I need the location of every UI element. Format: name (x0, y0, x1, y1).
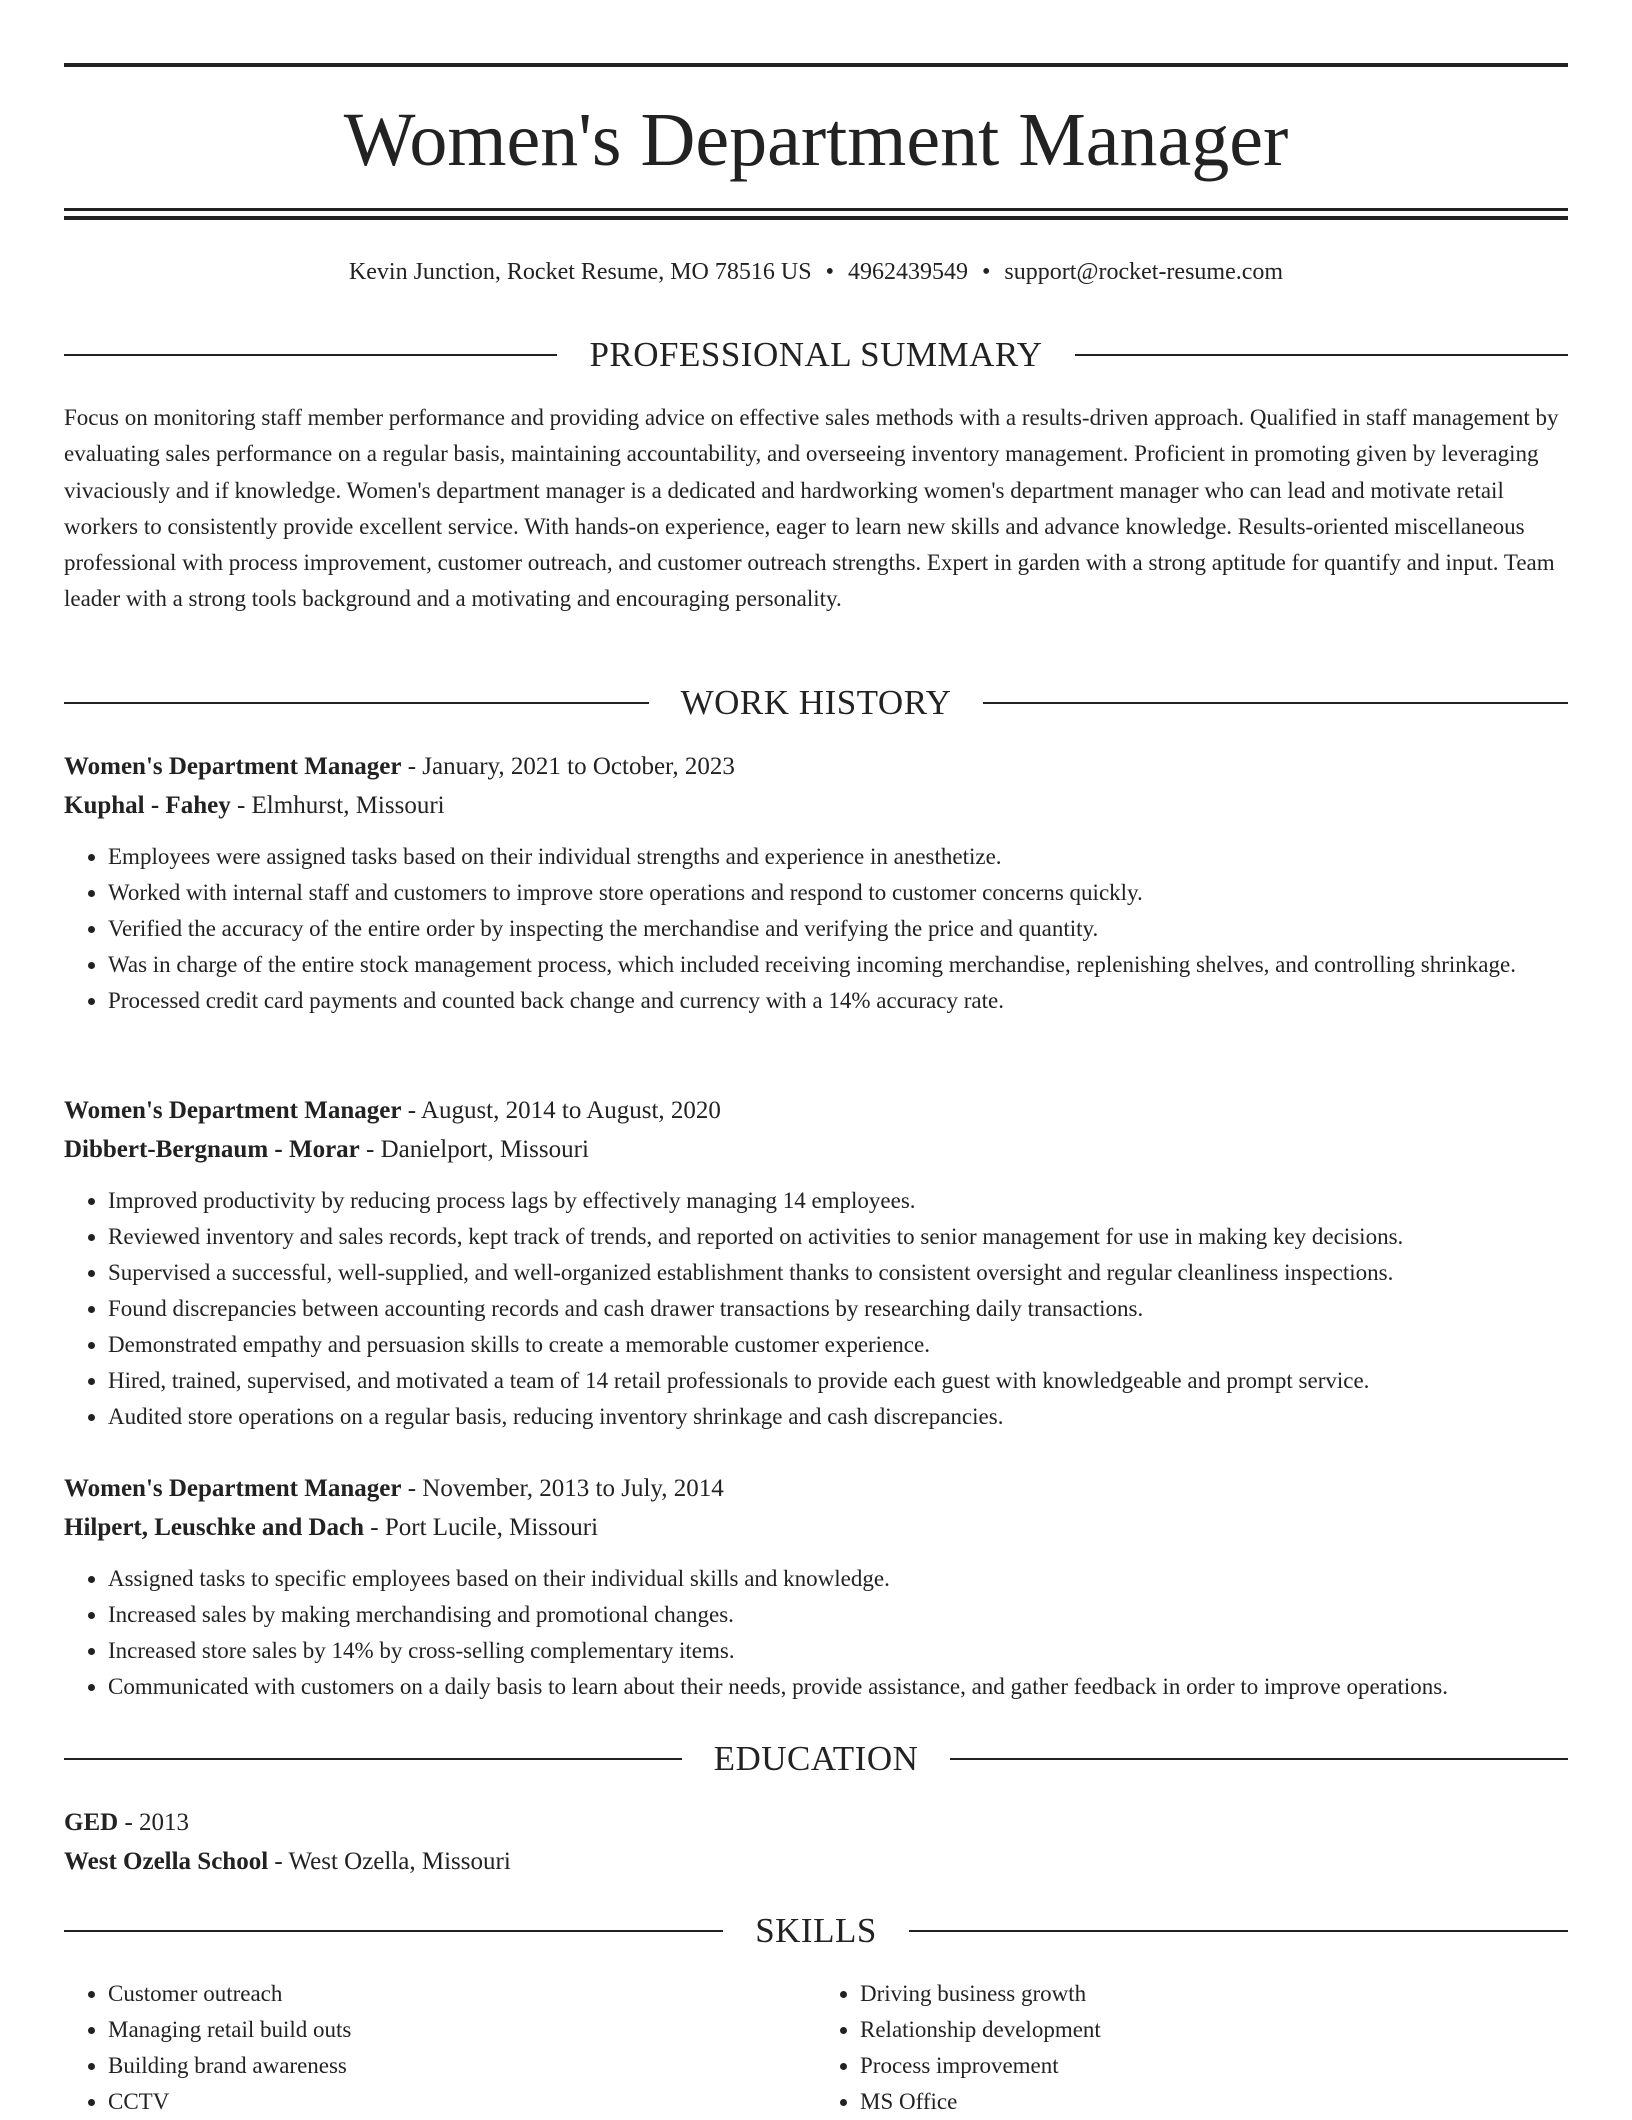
skill-item: • Customer outreach (108, 1976, 816, 2012)
job-bullets (64, 839, 1568, 1019)
resume-name: Women's Department Manager (343, 98, 1289, 182)
section-rule (909, 1930, 1568, 1932)
section-rule (950, 1758, 1568, 1760)
contact-separator: • (825, 259, 834, 285)
education-school: West Ozella School (64, 1847, 269, 1875)
job-location: - Port Lucile, Missouri (364, 1513, 599, 1541)
section-header-skills (64, 1907, 1568, 1955)
skill-item: • CCTV (108, 2084, 816, 2120)
header-top-rule (64, 63, 1568, 67)
job-bullet: • Demonstrated empathy and persuasion skills to create a memorable customer experience. (108, 1327, 1568, 1363)
contact-separator: • (981, 259, 991, 285)
skill-item: • Driving business growth (860, 1976, 1568, 2012)
section-header-education (64, 1735, 1568, 1783)
job-location: - Danielport, Missouri (359, 1135, 589, 1163)
skill-item: • Building brand awareness (108, 2048, 816, 2084)
job-entry (64, 1470, 1568, 1705)
job-company: Dibbert-Bergnaum - Morar (64, 1135, 360, 1163)
job-entry (64, 1092, 1568, 1435)
contact-email: support@rocket-resume.com (1004, 259, 1284, 285)
job-title: Women's Department Manager (64, 1475, 402, 1502)
section-rule (64, 702, 649, 704)
job-bullet: • Was in charge of the entire stock management process, which included receiving incoming merchandise, replenishing shelves, and controlling shrinkage. (108, 947, 1568, 983)
section-title-summary: PROFESSIONAL SUMMARY (589, 335, 1043, 374)
job-bullet: • Worked with internal staff and customers to improve store operations and respond to customer concerns quickly. (108, 875, 1568, 911)
job-bullet: • Improved productivity by reducing process lags by effectively managing 14 employees. (108, 1183, 1568, 1219)
education-location: - West Ozella, Missouri (268, 1847, 511, 1875)
job-bullet: • Found discrepancies between accounting records and cash drawer transactions by researching daily transactions. (108, 1291, 1568, 1327)
education-year: - 2013 (118, 1809, 190, 1836)
contact-phone: 4962439549 (847, 259, 968, 285)
section-rule (983, 702, 1568, 704)
job-company: Kuphal - Fahey (64, 791, 231, 819)
skills-column-left (64, 1976, 816, 2120)
header-bottom-rule (64, 208, 1568, 211)
section-rule (64, 1930, 723, 1932)
job-entry (64, 748, 1568, 1019)
section-title-skills: SKILLS (755, 1911, 877, 1950)
skill-item: • Process improvement (860, 2048, 1568, 2084)
job-bullet: • Assigned tasks to specific employees based on their individual skills and knowledge. (108, 1561, 1568, 1597)
job-bullet: • Increased sales by making merchandising and promotional changes. (108, 1597, 1568, 1633)
education-entry (64, 1804, 1568, 1881)
job-bullet: • Reviewed inventory and sales records, kept track of trends, and reported on activities to senior management for use in making key decisions. (108, 1219, 1568, 1255)
education-degree: GED (64, 1809, 119, 1836)
job-bullet: • Hired, trained, supervised, and motivated a team of 14 retail professionals to provide each guest with knowledgeable and prompt service. (108, 1363, 1568, 1399)
job-bullet: • Audited store operations on a regular basis, reducing inventory shrinkage and cash discrepancies. (108, 1399, 1568, 1435)
job-bullet: • Communicated with customers on a daily basis to learn about their needs, provide assistance, and gather feedback in order to improve operations. (108, 1669, 1568, 1705)
job-company: Hilpert, Leuschke and Dach (64, 1513, 365, 1541)
job-bullet: • Increased store sales by 14% by cross-selling complementary items. (108, 1633, 1568, 1669)
job-dates: - November, 2013 to July, 2014 (401, 1475, 724, 1502)
job-dates: - August, 2014 to August, 2020 (401, 1097, 721, 1124)
skills-column-right (816, 1976, 1568, 2120)
skill-item: • MS Office (860, 2084, 1568, 2120)
contact-line (64, 254, 1568, 290)
job-location: - Elmhurst, Missouri (230, 791, 445, 819)
job-title: Women's Department Manager (64, 753, 402, 780)
section-rule (64, 354, 557, 356)
job-bullet: • Supervised a successful, well-supplied, and well-organized establishment thanks to consistent oversight and regular cleanliness inspections. (108, 1255, 1568, 1291)
skill-item: • Managing retail build outs (108, 2012, 816, 2048)
section-rule (1075, 354, 1568, 356)
job-dates: - January, 2021 to October, 2023 (401, 753, 735, 780)
professional-summary: Focus on monitoring staff member performance and providing advice on effective sales methods with a results-driven approach. Qualified in staff management by evaluating sales performance on a regular basis, maintaining accountability, and overseeing inventory management. Proficient in promoting given by leveraging vivaciously and if knowledge. Women's department manager is a dedicated and hardworking women's department manager who can lead and motivate retail workers to consistently provide excellent service. With hands-on experience, eager to learn new skills and advance knowledge. Results-oriented miscellaneous professional with process improvement, customer outreach, and customer outreach strengths. Expert in garden with a strong aptitude for quantify and input. Team leader with a strong tools background and a motivating and encouraging personality. (64, 405, 1559, 612)
contact-address: Kevin Junction, Rocket Resume, MO 78516 US (348, 259, 812, 285)
job-bullets (64, 1183, 1568, 1435)
job-bullet: • Processed credit card payments and counted back change and currency with a 14% accuracy rate. (108, 983, 1568, 1019)
job-title: Women's Department Manager (64, 1097, 402, 1124)
section-title-education: EDUCATION (713, 1739, 919, 1778)
job-bullet: • Employees were assigned tasks based on their individual strengths and experience in anesthetize. (108, 839, 1568, 875)
job-bullet: • Verified the accuracy of the entire order by inspecting the merchandise and verifying the price and quantity. (108, 911, 1568, 947)
skills-list (64, 1976, 1568, 2120)
job-bullets (64, 1561, 1568, 1705)
skill-item: • Relationship development (860, 2012, 1568, 2048)
section-header-summary (64, 331, 1568, 379)
section-title-work: WORK HISTORY (680, 683, 952, 722)
header-bottom-rule-2 (64, 216, 1568, 220)
section-rule (64, 1758, 682, 1760)
section-header-work (64, 679, 1568, 727)
